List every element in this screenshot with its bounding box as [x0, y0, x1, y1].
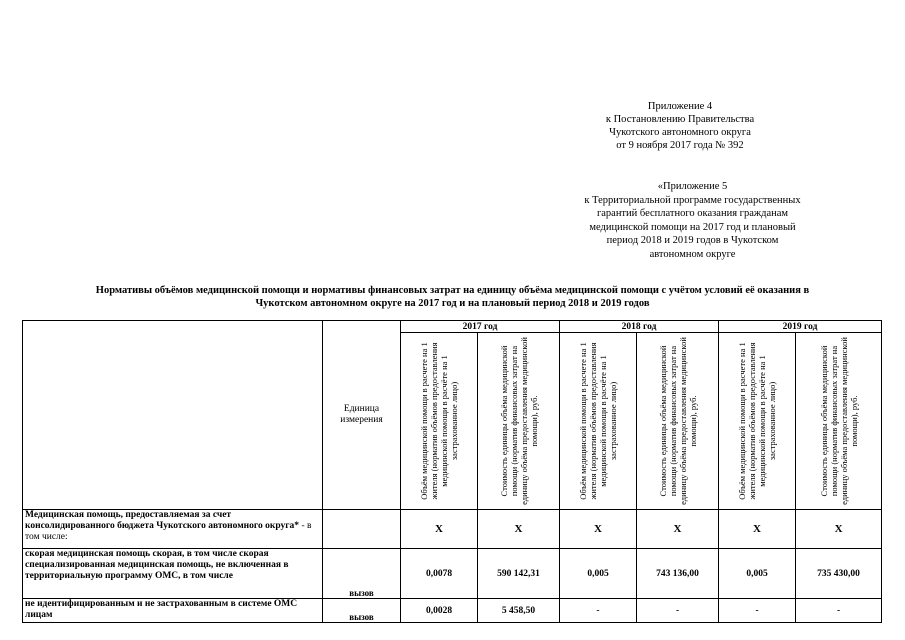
cost-header-2017	[478, 333, 560, 510]
volume-header-2017	[401, 333, 478, 510]
row-label-normal: - в том числе:	[25, 521, 312, 542]
appendix-5-header	[545, 180, 840, 261]
unit-header: Единица измерения	[323, 321, 401, 510]
volume-header-2019	[719, 333, 796, 510]
volume-2018-value: 0,005	[560, 549, 637, 599]
volume-2017-value: X	[401, 510, 478, 549]
volume-header-text: Объём медицинской помощи в расчете на 1 жителя (норматив объёмов предоставления медицинской помощи в расчёте на 1 застрахованное лицо)	[578, 342, 619, 500]
document-title	[20, 284, 885, 310]
row-label	[23, 510, 323, 549]
appendix-5-line: медицинской помощи на 2017 год и плановый	[589, 221, 796, 233]
year-header-2017: 2017 год	[401, 321, 560, 333]
appendix-5-line: к Территориальной программе государственных	[584, 194, 801, 206]
year-header-2018: 2018 год	[560, 321, 719, 333]
appendix-5-line: автономном округе	[649, 248, 736, 260]
title-line: Нормативы объёмов медицинской помощи и нормативы финансовых затрат на единицу объёма медицинской помощи с учётом условий её оказания в	[95, 285, 810, 296]
row-unit: вызов	[323, 599, 401, 623]
cost-2019-value: X	[796, 510, 882, 549]
volume-2019-value: 0,005	[719, 549, 796, 599]
norms-table	[22, 320, 882, 623]
cost-2017-value: 590 142,31	[478, 549, 560, 599]
appendix-4-line: от 9 ноября 2017 года № 392	[616, 140, 744, 151]
row-label	[23, 549, 323, 599]
cost-2019-value: -	[796, 599, 882, 623]
appendix-4-line: к Постановлению Правительства	[605, 114, 755, 125]
title-line: Чукотском автономном округе на 2017 год и на плановый период 2018 и 2019 годов	[255, 298, 650, 309]
row-unit: вызов	[323, 549, 401, 599]
appendix-5-line: «Приложение 5	[657, 181, 728, 192]
cost-2018-value: X	[637, 510, 719, 549]
volume-2019-value: -	[719, 599, 796, 623]
appendix-4-header	[560, 100, 800, 152]
year-header-2019: 2019 год	[719, 321, 882, 333]
volume-header-text: Объём медицинской помощи в расчете на 1 жителя (норматив объёмов предоставления медицинской помощи в расчёте на 1 застрахованное лицо)	[737, 342, 778, 500]
volume-2018-value: X	[560, 510, 637, 549]
row-unit	[323, 510, 401, 549]
row-label-bold: не идентифицированным и не застрахованным в системе ОМС лицам	[25, 599, 298, 620]
table-row	[23, 549, 882, 599]
volume-header-text: Объём медицинской помощи в расчете на 1 жителя (норматив объёмов предоставления медицинской помощи в расчёте на 1 застрахованное лицо)	[419, 342, 459, 500]
volume-header-2018	[560, 333, 637, 510]
cost-header-2018	[637, 333, 719, 510]
appendix-4-line: Чукотского автономного округа	[609, 127, 751, 138]
cost-header-text: Стоимость единицы объёма медицинской помощи (норматив финансовых затрат на единицу объёма предоставления медицинской помощи), руб.	[498, 337, 539, 505]
cost-header-text: Стоимость единицы объёма медицинской помощи (норматив финансовых затрат на единицу объёма предоставления медицинской помощи), руб.	[657, 337, 698, 505]
table-row	[23, 510, 882, 549]
table-row	[23, 599, 882, 623]
row-label-bold: скорая медицинская помощь скорая, в том числе скорая специализированная медицинская помощь, не включенная в территориальную программу ОМС, в том числе	[25, 549, 289, 581]
cost-2017-value: 5 458,50	[478, 599, 560, 623]
cost-header-text: Стоимость единицы объёма медицинской помощи (норматив финансовых затрат на единицу объёма предоставления медицинской помощи), руб.	[818, 337, 859, 505]
volume-2019-value: X	[719, 510, 796, 549]
cost-2017-value: X	[478, 510, 560, 549]
appendix-5-line: период 2018 и 2019 годов в Чукотском	[606, 235, 779, 246]
cost-2018-value: -	[637, 599, 719, 623]
volume-2017-value: 0,0078	[401, 549, 478, 599]
volume-2017-value: 0,0028	[401, 599, 478, 623]
appendix-4-line: Приложение 4	[647, 101, 713, 112]
cost-2018-value: 743 136,00	[637, 549, 719, 599]
cost-header-2019	[796, 333, 882, 510]
cost-2019-value: 735 430,00	[796, 549, 882, 599]
volume-2018-value: -	[560, 599, 637, 623]
row-label	[23, 599, 323, 623]
header-empty-cell	[23, 321, 323, 510]
appendix-5-line: гарантий бесплатного оказания гражданам	[596, 208, 789, 219]
row-label-bold: Медицинская помощь, предоставляемая за счет консолидированного бюджета Чукотского автономного округа*	[25, 510, 300, 531]
